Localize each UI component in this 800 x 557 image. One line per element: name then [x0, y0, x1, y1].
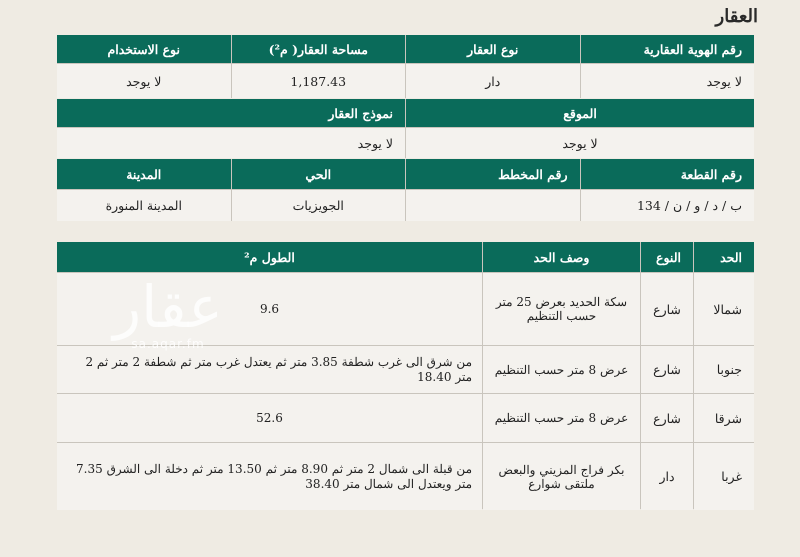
boundary-side-east: شرقا [694, 394, 754, 442]
boundaries-table [57, 242, 754, 509]
value-plot-number: ب / د / و / ن / 134 [581, 190, 755, 221]
header-boundary-length: الطول م² [57, 242, 482, 272]
boundary-type-south: شارع [641, 346, 693, 393]
boundary-type-east: شارع [641, 394, 693, 442]
value-district: الجويزيات [232, 190, 406, 221]
boundary-description-north: سكة الحديد بعرض 25 متر حسب التنظيم [483, 273, 640, 345]
header-district: الحي [232, 159, 406, 189]
header-city: المدينة [57, 159, 231, 189]
boundary-description-west: بكر فراج المزيني والبعض ملتقى شوارع [483, 443, 640, 510]
value-property-type: دار [406, 64, 580, 98]
watermark-logo-text: عقار [113, 273, 223, 341]
boundary-length-south: من شرق الى غرب شطفة 3.85 متر ثم يعتدل غرب متر ثم شطفة 2 متر ثم 2 متر 18.40 [57, 346, 482, 393]
value-plan-number [406, 190, 580, 221]
header-boundary: الحد [694, 242, 754, 272]
plot-table [57, 159, 754, 221]
header-location: الموقع [406, 99, 754, 127]
value-property-model: لا يوجد [57, 128, 405, 158]
header-property-area: مساحة العقار( م²) [232, 35, 406, 63]
section-title: العقار [715, 6, 758, 27]
header-boundary-description: وصف الحد [483, 242, 640, 272]
boundary-side-south: جنوبا [694, 346, 754, 393]
header-plan-number: رقم المخطط [406, 159, 580, 189]
header-boundary-type: النوع [641, 242, 693, 272]
value-location: لا يوجد [406, 128, 754, 158]
value-property-id: لا يوجد [581, 64, 755, 98]
boundary-type-north: شارع [641, 273, 693, 345]
boundary-length-east: 52.6 [57, 394, 482, 442]
boundary-description-south: عرض 8 متر حسب التنظيم [483, 346, 640, 393]
boundary-length-north: 9.6 [57, 273, 482, 345]
boundary-side-north: شمالا [694, 273, 754, 345]
watermark-url: sa.aqar.fm [131, 337, 205, 351]
boundary-side-west: غربا [694, 443, 754, 510]
header-property-model: نموذج العقار [57, 99, 405, 127]
property-info-table [57, 35, 754, 98]
value-city: المدينة المنورة [57, 190, 231, 221]
value-usage-type: لا يوجد [57, 64, 231, 98]
header-property-id: رقم الهوية العقارية [581, 35, 755, 63]
boundary-type-west: دار [641, 443, 693, 510]
header-plot-number: رقم القطعة [581, 159, 755, 189]
boundary-description-east: عرض 8 متر حسب التنظيم [483, 394, 640, 442]
header-usage-type: نوع الاستخدام [57, 35, 231, 63]
boundary-length-west: من قبلة الى شمال 2 متر ثم 8.90 متر ثم 13.50 متر ثم دخلة الى الشرق 7.35 متر ويعتدل الى شمال متر 38.40 [57, 443, 482, 510]
location-table [57, 99, 754, 158]
header-property-type: نوع العقار [406, 35, 580, 63]
value-property-area: 1,187.43 [232, 64, 406, 98]
